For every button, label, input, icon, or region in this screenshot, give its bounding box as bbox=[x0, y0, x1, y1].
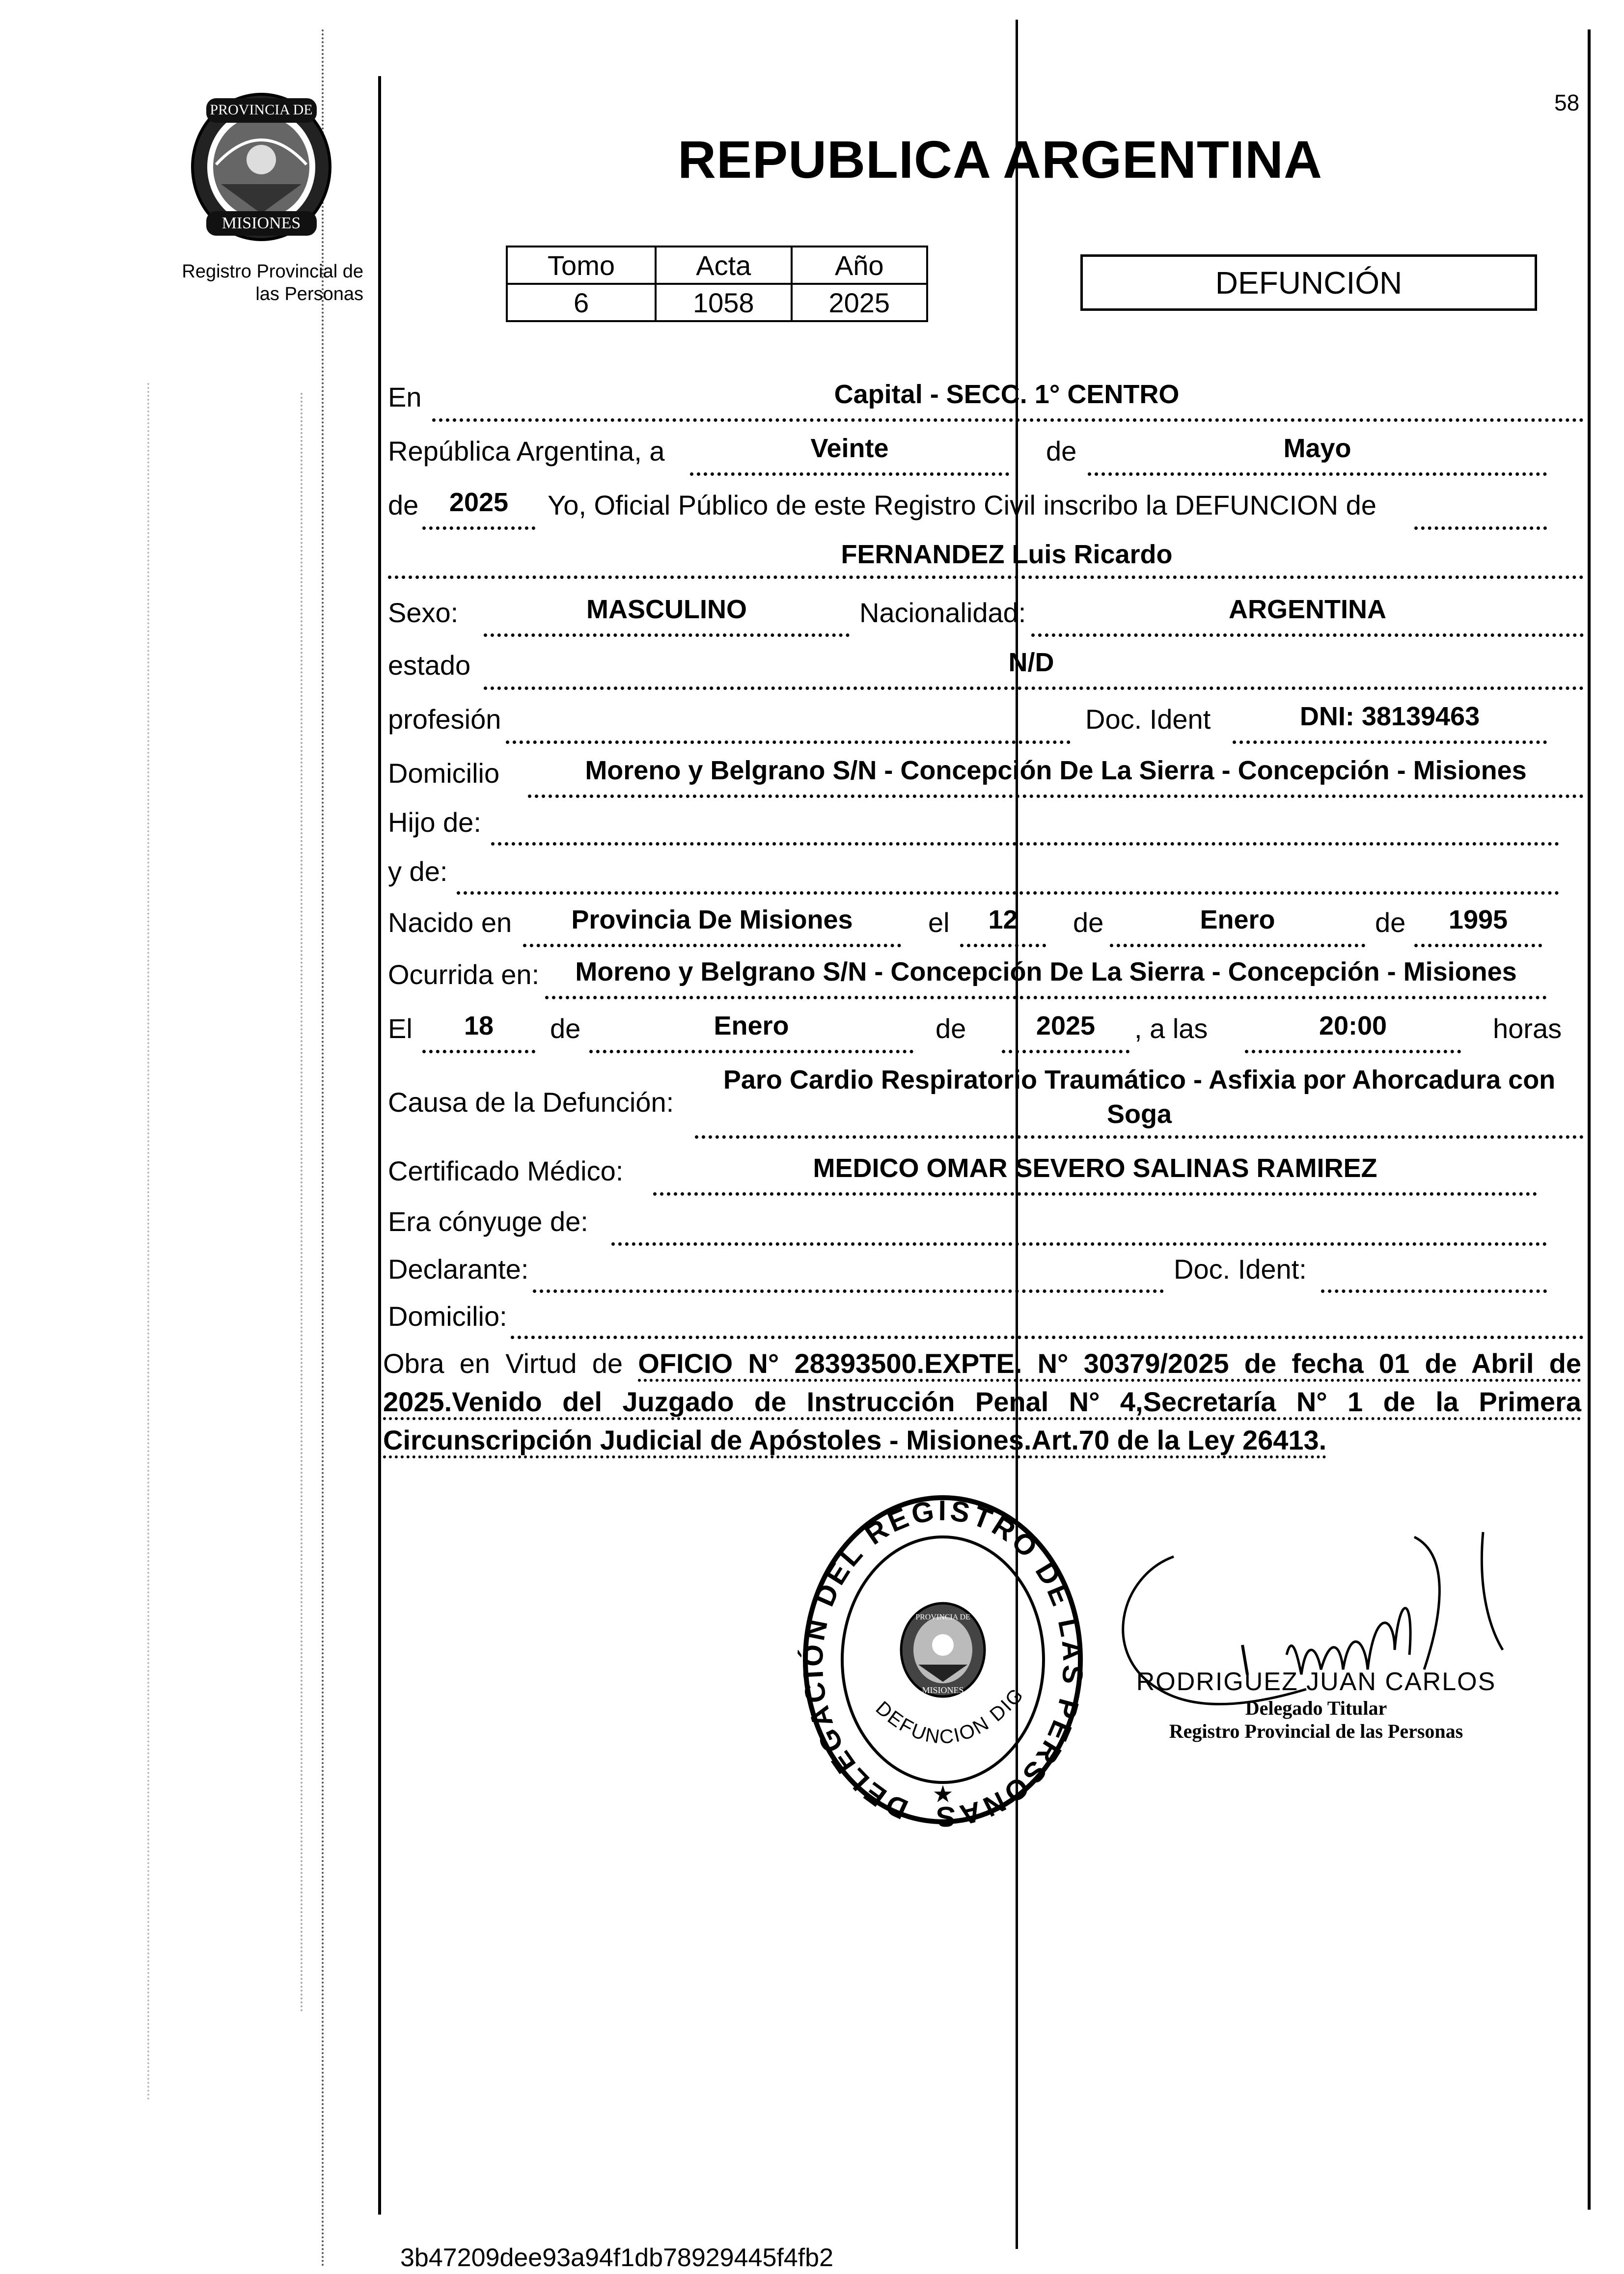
left-margin-dashes-2 bbox=[301, 393, 303, 2013]
document-hash: 3b47209dee93a94f1db78929445f4fb2 bbox=[400, 2244, 834, 2272]
record-table bbox=[506, 246, 928, 322]
ocurrida-line bbox=[545, 996, 1547, 999]
right-border-line bbox=[1588, 29, 1591, 2210]
alas-label: , a las bbox=[1134, 1013, 1208, 1044]
sexo-label: Sexo: bbox=[388, 597, 459, 628]
declarante-doc-line bbox=[1321, 1289, 1547, 1293]
center-scan-line bbox=[1016, 20, 1018, 2249]
registry-label-line1: Registro Provincial de bbox=[182, 261, 363, 282]
hijo-line bbox=[491, 842, 1559, 846]
death-day: 18 bbox=[464, 1011, 494, 1041]
year-value: 2025 bbox=[449, 488, 509, 517]
registry-label bbox=[147, 260, 363, 305]
value-tomo: 6 bbox=[507, 284, 656, 321]
birth-de2: de bbox=[1375, 907, 1406, 938]
name-line bbox=[388, 575, 1584, 579]
signer-institution: Registro Provincial de las Personas bbox=[1169, 1720, 1463, 1742]
birth-month: Enero bbox=[1200, 905, 1275, 934]
signer-role: Delegado Titular bbox=[1245, 1697, 1387, 1719]
declarante-line bbox=[533, 1289, 1164, 1293]
year-prefix: de bbox=[388, 490, 419, 521]
doc-label: Doc. Ident bbox=[1085, 704, 1211, 735]
declarante-doc-label: Doc. Ident: bbox=[1174, 1254, 1307, 1285]
horas-label: horas bbox=[1493, 1013, 1562, 1044]
header-acta: Acta bbox=[656, 247, 791, 284]
sexo-value: MASCULINO bbox=[586, 595, 747, 624]
certificado-line bbox=[653, 1192, 1537, 1196]
domicilio-value: Moreno y Belgrano S/N - Concepción De La Sierra - Concepción - Misiones bbox=[585, 756, 1527, 785]
death-month: Enero bbox=[714, 1011, 789, 1041]
stamp-inner-text: DEFUNCION DIG bbox=[871, 1683, 1029, 1748]
declarante-label: Declarante: bbox=[388, 1254, 529, 1285]
registry-stamp bbox=[796, 1488, 1090, 1832]
obra-text: OFICIO N° 28393500.EXPTE. N° 30379/2025 de fecha 01 de Abril de 2025.Venido del Juzgado de Instrucción Penal N° 4,Secretaría N° 1 de la Primera Circunscripción Judicial de Apóstoles - Misiones.Art.70 de la Ley 26413. bbox=[383, 1348, 1581, 1458]
death-time-line bbox=[1245, 1050, 1461, 1053]
domicilio-line bbox=[528, 795, 1584, 798]
header-tomo: Tomo bbox=[507, 247, 656, 284]
month-line bbox=[1088, 472, 1547, 476]
death-de2: de bbox=[936, 1013, 966, 1044]
death-year-line bbox=[1002, 1050, 1129, 1053]
causa-line2: Soga bbox=[1106, 1099, 1172, 1129]
en-value: Capital - SECC. 1° CENTRO bbox=[834, 380, 1180, 409]
obra-prefix: Obra en Virtud de bbox=[383, 1348, 623, 1379]
year-line bbox=[422, 526, 535, 530]
month-value: Mayo bbox=[1283, 434, 1351, 463]
death-time: 20:00 bbox=[1319, 1011, 1387, 1041]
registry-label-line2: las Personas bbox=[255, 284, 363, 304]
record-table-value-row bbox=[507, 284, 927, 321]
death-el: El bbox=[388, 1013, 413, 1044]
seal-text-top: PROVINCIA DE bbox=[210, 102, 313, 118]
page-number: 58 bbox=[1554, 90, 1580, 115]
certificado-label: Certificado Médico: bbox=[388, 1155, 624, 1186]
inscribo-line bbox=[1414, 526, 1547, 530]
estado-label: estado bbox=[388, 650, 471, 681]
birth-day: 12 bbox=[988, 905, 1018, 934]
yde-line bbox=[457, 891, 1559, 895]
seal-text-bottom: MISIONES bbox=[221, 214, 301, 232]
en-label: En bbox=[388, 382, 422, 412]
deceased-name: FERNANDEZ Luis Ricardo bbox=[841, 540, 1173, 569]
day-value: Veinte bbox=[810, 434, 889, 463]
ocurrida-label: Ocurrida en: bbox=[388, 959, 540, 990]
birth-year: 1995 bbox=[1448, 905, 1508, 934]
doc-line bbox=[1233, 740, 1547, 744]
signature-block bbox=[1129, 1667, 1503, 1743]
profesion-line bbox=[506, 740, 1071, 744]
conyuge-line bbox=[611, 1242, 1547, 1246]
stamp-seal-bottom: MISIONES bbox=[922, 1685, 964, 1695]
domicilio-label: Domicilio bbox=[388, 758, 500, 789]
death-de1: de bbox=[550, 1013, 581, 1044]
conyuge-label: Era cónyuge de: bbox=[388, 1206, 588, 1237]
value-acta: 1058 bbox=[656, 284, 791, 321]
nacido-line bbox=[523, 944, 901, 947]
record-type-box: DEFUNCIÓN bbox=[1080, 254, 1537, 311]
profesion-label: profesión bbox=[388, 704, 501, 735]
signer-name: RODRIGUEZ JUAN CARLOS bbox=[1136, 1668, 1496, 1696]
nacionalidad-value: ARGENTINA bbox=[1229, 595, 1386, 624]
nacionalidad-label: Nacionalidad: bbox=[859, 597, 1026, 628]
nacionalidad-line bbox=[1031, 633, 1584, 637]
header-ano: Año bbox=[792, 247, 927, 284]
certificado-value: MEDICO OMAR SEVERO SALINAS RAMIREZ bbox=[813, 1153, 1377, 1183]
causa-label: Causa de la Defunción: bbox=[388, 1087, 674, 1118]
domicilio2-label: Domicilio: bbox=[388, 1301, 507, 1332]
inscribo-text: Yo, Oficial Público de este Registro Civil inscribo la DEFUNCION de bbox=[548, 490, 1376, 521]
death-day-line bbox=[422, 1050, 535, 1053]
ocurrida-value: Moreno y Belgrano S/N - Concepción De La Sierra - Concepción - Misiones bbox=[575, 957, 1517, 986]
sexo-line bbox=[484, 633, 850, 637]
birth-de1: de bbox=[1073, 907, 1104, 938]
birth-day-line bbox=[960, 944, 1046, 947]
causa-line1: Paro Cardio Respiratorio Traumático - Asfixia por Ahorcadura con bbox=[723, 1065, 1556, 1095]
stamp-seal-top: PROVINCIA DE bbox=[915, 1613, 970, 1621]
left-border-line bbox=[378, 76, 381, 2215]
birth-year-line bbox=[1414, 944, 1542, 947]
left-margin-dashes-3 bbox=[147, 383, 149, 2102]
nacido-value: Provincia De Misiones bbox=[571, 905, 853, 934]
de-label: de bbox=[1046, 436, 1077, 466]
estado-value: N/D bbox=[1008, 648, 1054, 677]
causa-line bbox=[695, 1135, 1584, 1139]
hijo-label: Hijo de: bbox=[388, 807, 481, 838]
day-line bbox=[690, 472, 1009, 476]
value-ano: 2025 bbox=[792, 284, 927, 321]
page-title: REPUBLICA ARGENTINA bbox=[678, 130, 1322, 189]
obra-paragraph bbox=[383, 1344, 1581, 1459]
republica-label: República Argentina, a bbox=[388, 436, 665, 466]
stamp-star-icon: ★ bbox=[932, 1781, 954, 1808]
doc-value: DNI: 38139463 bbox=[1299, 702, 1480, 731]
estado-line bbox=[484, 686, 1584, 690]
nacido-label: Nacido en bbox=[388, 907, 512, 938]
stamp-ring-text: DELEGACIÓN DEL REGISTRO DE LAS PERSONAS bbox=[797, 1494, 1089, 1832]
left-margin-dashes bbox=[322, 29, 324, 2269]
domicilio2-line bbox=[511, 1336, 1584, 1339]
record-table-header-row bbox=[507, 247, 927, 284]
en-line bbox=[432, 418, 1584, 422]
death-month-line bbox=[589, 1050, 913, 1053]
death-year: 2025 bbox=[1036, 1011, 1096, 1041]
el-label: el bbox=[928, 907, 950, 938]
birth-month-line bbox=[1110, 944, 1365, 947]
provincial-seal bbox=[187, 86, 336, 243]
yde-label: y de: bbox=[388, 856, 448, 887]
